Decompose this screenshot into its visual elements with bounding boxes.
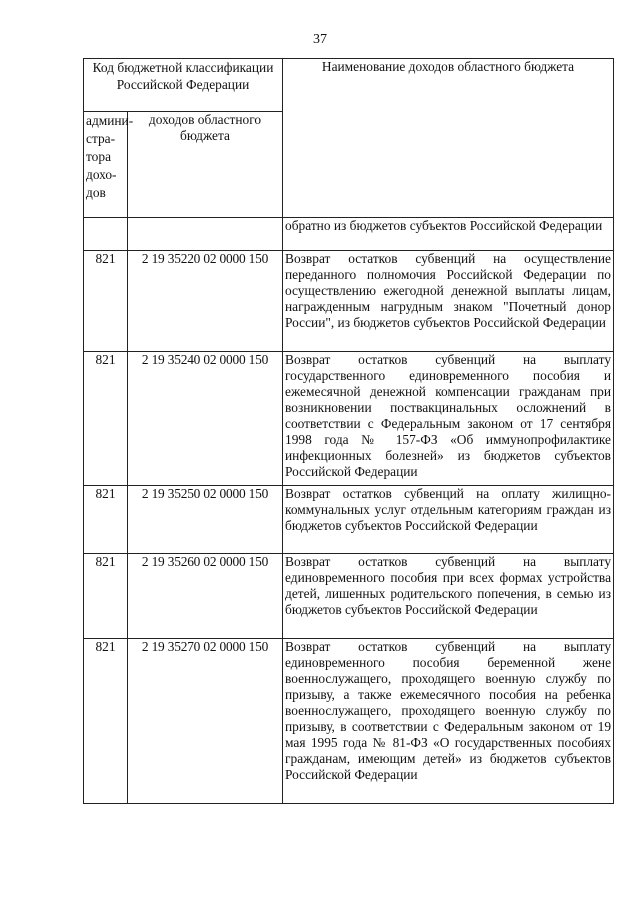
admin-code: 821 (84, 486, 128, 554)
income-name: Возврат остатков субвенций на выплату государственного единовременного пособия и ежемесячной денежной компенсации гражданам при возникновении поствакцинальных осложнений в соответствии с Федеральным законом от 17 сентября 1998 года № 157-ФЗ «Об иммунопрофилактике инфекционных болезней» из бюджетов субъектов Российской Федерации (283, 352, 614, 486)
admin-code: 821 (84, 639, 128, 804)
table-row (84, 352, 614, 486)
budget-code: 2 19 35220 02 0000 150 (128, 251, 283, 352)
budget-code: 2 19 35270 02 0000 150 (128, 639, 283, 804)
table-row (84, 251, 614, 352)
admin-code: 821 (84, 554, 128, 639)
income-name: обратно из бюджетов субъектов Российской Федерации (283, 218, 614, 251)
page-number: 37 (313, 32, 327, 47)
budget-code: 2 19 35250 02 0000 150 (128, 486, 283, 554)
table-row (84, 639, 614, 804)
admin-code: 821 (84, 352, 128, 486)
budget-code: 2 19 35240 02 0000 150 (128, 352, 283, 486)
admin-code: 821 (84, 251, 128, 352)
admin-code (84, 218, 128, 251)
header-income-name: Наименование доходов областного бюджета (283, 59, 614, 218)
header-budget-code: Код бюджетной классификации Российской Федерации (84, 59, 283, 112)
table-row (84, 486, 614, 554)
income-name: Возврат остатков субвенций на выплату единовременного пособия при всех формах устройства детей, лишенных родительского попечения, в семью из бюджетов субъектов Российской Федерации (283, 554, 614, 639)
budget-code (128, 218, 283, 251)
table-row (84, 554, 614, 639)
header-income-code: доходов областного бюджета (128, 112, 283, 218)
income-name: Возврат остатков субвенций на оплату жилищно-коммунальных услуг отдельным категориям граждан из бюджетов субъектов Российской Федерации (283, 486, 614, 554)
table-row (84, 218, 614, 251)
budget-classification-table (83, 58, 614, 804)
income-name: Возврат остатков субвенций на выплату единовременного пособия беременной жене военнослужащего, проходящего военную службу по призыву, а также ежемесячного пособия на ребенка военнослужащего, проходящего военную службу по призыву, в соответствии с Федеральным законом от 19 мая 1995 года № 81-ФЗ «О государственных пособиях гражданам, имеющим детей» из бюджетов субъектов Российской Федерации (283, 639, 614, 804)
income-name: Возврат остатков субвенций на осуществление переданного полномочия Российской Федерации по осуществлению ежегодной денежной выплаты лицам, награжденным нагрудным знаком "Почетный донор России", из бюджетов субъектов Российской Федерации (283, 251, 614, 352)
budget-code: 2 19 35260 02 0000 150 (128, 554, 283, 639)
header-administrator: админи-стра-тора дохо-дов (84, 112, 128, 218)
table-header-row (84, 59, 614, 112)
